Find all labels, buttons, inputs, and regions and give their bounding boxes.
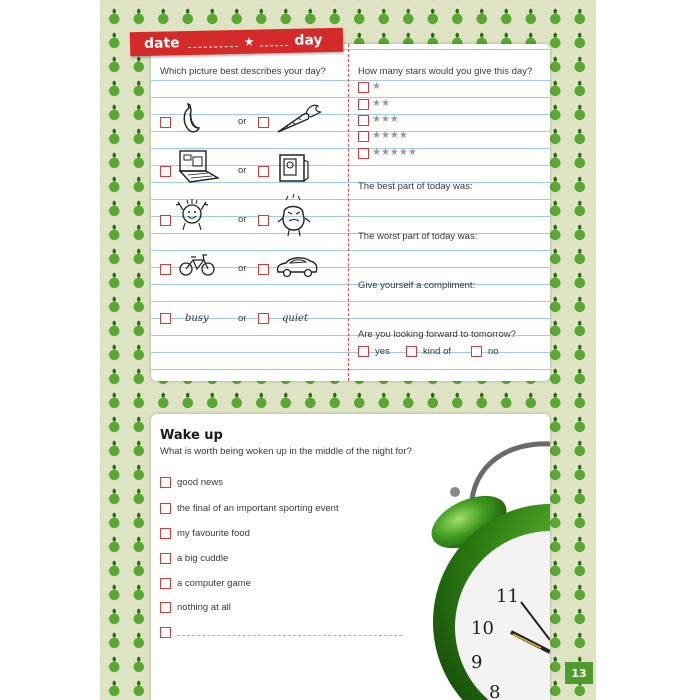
banana-icon bbox=[178, 102, 202, 134]
happy-checkbox[interactable] bbox=[160, 215, 171, 226]
quiet-word: quiet bbox=[282, 313, 308, 324]
worst-part-prompt: The worst part of today was: bbox=[358, 231, 478, 242]
or-label: or bbox=[238, 116, 247, 127]
day-field[interactable] bbox=[260, 36, 288, 47]
radio-icon bbox=[276, 150, 310, 184]
option-checkbox[interactable] bbox=[160, 627, 171, 638]
tomorrow-question: Are you looking forward to tomorrow? bbox=[358, 329, 516, 340]
star-rating-3-checkbox[interactable] bbox=[358, 115, 369, 126]
or-label: or bbox=[238, 214, 247, 225]
option-sporting-event: the final of an important sporting event bbox=[177, 503, 339, 514]
bicycle-icon bbox=[178, 252, 216, 278]
star-rating-3: ★★★ bbox=[372, 114, 399, 125]
grumpy-checkbox[interactable] bbox=[258, 215, 269, 226]
center-divider bbox=[348, 44, 349, 381]
picture-question: Which picture best describes your day? bbox=[160, 66, 326, 77]
star-rating-2-checkbox[interactable] bbox=[358, 99, 369, 110]
radio-checkbox[interactable] bbox=[258, 166, 269, 177]
busy-checkbox[interactable] bbox=[160, 313, 171, 324]
stars-question: How many stars would you give this day? bbox=[358, 66, 533, 77]
car-checkbox[interactable] bbox=[258, 264, 269, 275]
or-label: or bbox=[238, 263, 247, 274]
or-label: or bbox=[238, 165, 247, 176]
clock-number-11: 11 bbox=[496, 586, 519, 607]
clock-number-8: 8 bbox=[489, 682, 501, 700]
clock-number-9: 9 bbox=[471, 652, 483, 673]
wake-up-title: Wake up bbox=[160, 428, 223, 443]
option-nothing-at-all: nothing at all bbox=[177, 602, 231, 613]
star-rating-5-checkbox[interactable] bbox=[358, 148, 369, 159]
banana-checkbox[interactable] bbox=[160, 117, 171, 128]
grumpy-monster-icon bbox=[276, 194, 312, 238]
star-rating-1: ★ bbox=[372, 81, 381, 92]
car-icon bbox=[274, 252, 320, 280]
star-icon: ★ bbox=[243, 34, 255, 49]
laptop-icon bbox=[176, 148, 220, 186]
compliment-prompt: Give yourself a compliment: bbox=[358, 280, 476, 291]
custom-answer-line[interactable] bbox=[177, 635, 402, 636]
page-number: 13 bbox=[565, 662, 593, 684]
star-rating-5: ★★★★★ bbox=[372, 147, 417, 158]
option-good-news: good news bbox=[177, 477, 223, 488]
bicycle-checkbox[interactable] bbox=[160, 264, 171, 275]
star-rating-1-checkbox[interactable] bbox=[358, 82, 369, 93]
star-rating-4: ★★★★ bbox=[372, 130, 408, 141]
option-favourite-food: my favourite food bbox=[177, 528, 250, 539]
yes-checkbox[interactable] bbox=[358, 346, 369, 357]
alarm-clock-icon bbox=[401, 422, 550, 700]
option-checkbox[interactable] bbox=[160, 602, 171, 613]
date-label: date bbox=[143, 35, 180, 52]
date-field[interactable] bbox=[188, 37, 238, 48]
kind-of-checkbox[interactable] bbox=[406, 346, 417, 357]
or-label: or bbox=[238, 313, 247, 324]
option-checkbox[interactable] bbox=[160, 477, 171, 488]
option-computer-game: a computer game bbox=[177, 578, 251, 589]
carrot-icon bbox=[274, 100, 324, 136]
no-label: no bbox=[488, 346, 499, 357]
carrot-checkbox[interactable] bbox=[258, 117, 269, 128]
star-rating-2: ★★ bbox=[372, 98, 390, 109]
day-label: day bbox=[294, 32, 323, 49]
happy-face-icon bbox=[174, 196, 210, 232]
wake-up-question: What is worth being woken up in the middle of the night for? bbox=[160, 446, 412, 457]
option-checkbox[interactable] bbox=[160, 503, 171, 514]
option-checkbox[interactable] bbox=[160, 528, 171, 539]
yes-label: yes bbox=[375, 346, 390, 357]
option-checkbox[interactable] bbox=[160, 553, 171, 564]
date-tab bbox=[130, 28, 343, 56]
star-rating-4-checkbox[interactable] bbox=[358, 131, 369, 142]
kind-of-label: kind of bbox=[423, 346, 451, 357]
quiet-checkbox[interactable] bbox=[258, 313, 269, 324]
busy-word: busy bbox=[185, 313, 209, 324]
clock-number-10: 10 bbox=[471, 618, 494, 639]
no-checkbox[interactable] bbox=[471, 346, 482, 357]
best-part-prompt: The best part of today was: bbox=[358, 181, 473, 192]
option-big-cuddle: a big cuddle bbox=[177, 553, 229, 564]
laptop-checkbox[interactable] bbox=[160, 166, 171, 177]
option-checkbox[interactable] bbox=[160, 578, 171, 589]
